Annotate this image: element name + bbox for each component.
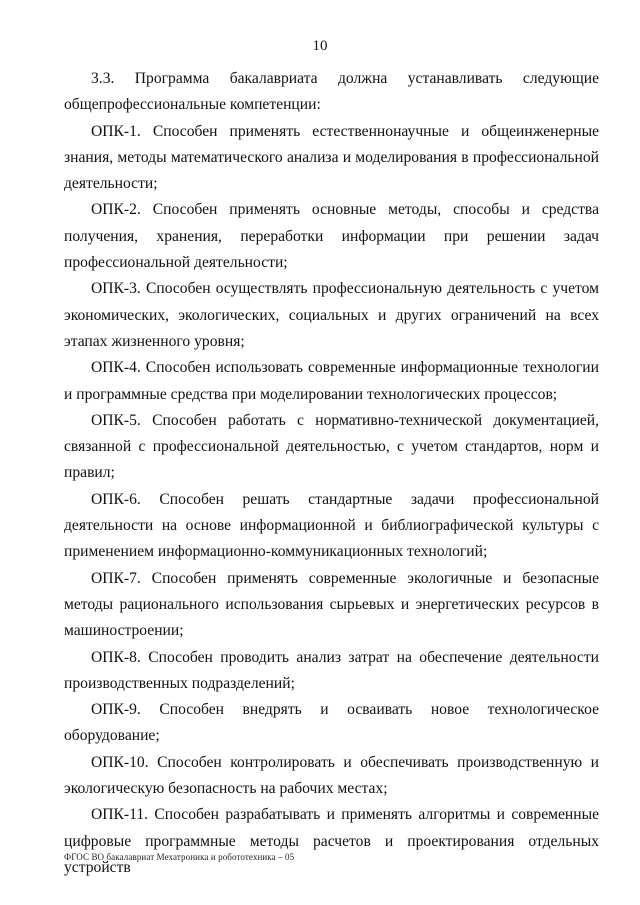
paragraph-opk-11: ОПК-11. Способен разрабатывать и применять алгоритмы и современные цифровые программные методы расчетов и проектирования отдельных устройств <box>64 806 599 876</box>
paragraph-opk-4: ОПК-4. Способен использовать современные информационные технологии и программные средства при моделировании технологических процессов; <box>64 359 599 403</box>
page-footer: ФГОС ВО бакалавриат Мехатроника и робототехника – 05 <box>64 852 295 862</box>
paragraph-opk-9: ОПК-9. Способен внедрять и осваивать новое технологическое оборудование; <box>64 701 599 745</box>
paragraph-intro: 3.3. Программа бакалавриата должна устанавливать следующие общепрофессиональные компетенции: <box>64 70 599 114</box>
paragraph-opk-2: ОПК-2. Способен применять основные методы, способы и средства получения, хранения, переработки информации при решении задач профессиональной деятельности; <box>64 201 599 272</box>
paragraph-opk-1: ОПК-1. Способен применять естественнонаучные и общеинженерные знания, методы математического анализа и моделирования в профессиональной деятельности; <box>64 122 599 193</box>
paragraph-opk-10: ОПК-10. Способен контролировать и обеспечивать производственную и экологическую безопасность на рабочих местах; <box>64 753 599 798</box>
paragraph-opk-6: ОПК-6. Способен решать стандартные задачи профессиональной деятельности на основе информационной и библиографической культуры с применением информационно-коммуникационных технологий; <box>64 490 599 561</box>
document-body <box>64 66 599 881</box>
page-number: 10 <box>312 38 328 54</box>
paragraph-opk-7: ОПК-7. Способен применять современные экологичные и безопасные методы рационального использования сырьевых и энергетических ресурсов в машиностроении; <box>64 569 599 640</box>
paragraph-opk-3: ОПК-3. Способен осуществлять профессиональную деятельность с учетом экономических, экологических, социальных и других ограничений на всех этапах жизненного уровня; <box>64 280 599 350</box>
paragraph-opk-8: ОПК-8. Способен проводить анализ затрат на обеспечение деятельности производственных подразделений; <box>64 648 599 692</box>
paragraph-opk-5: ОПК-5. Способен работать с нормативно-технической документацией, связанной с профессиональной деятельностью, с учетом стандартов, норм и правил; <box>64 411 599 482</box>
